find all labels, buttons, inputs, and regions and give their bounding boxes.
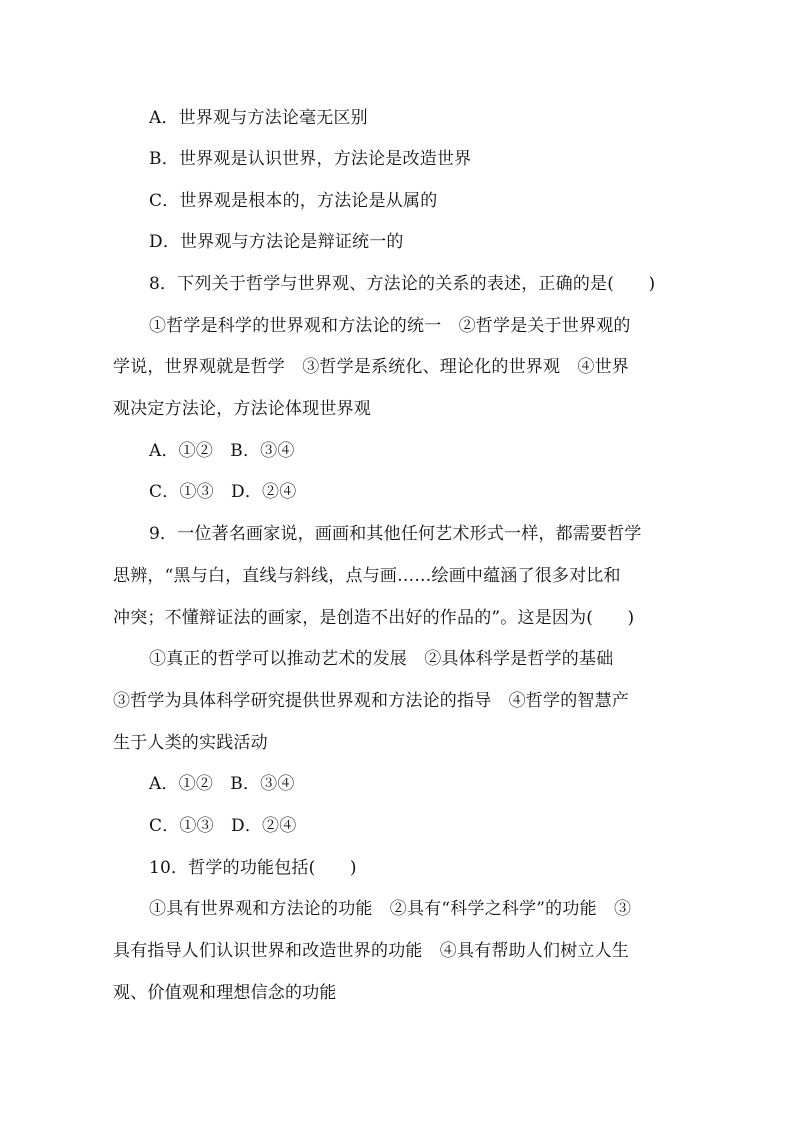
q7-option-c: C．世界观是根本的，方法论是从属的 xyxy=(149,191,438,211)
q9-stem-line-1: 9．一位著名画家说，画画和其他任何艺术形式一样，都需要哲学 xyxy=(149,524,642,544)
q8-statement-line-2: 学说，世界观就是哲学 ③哲学是系统化、理论化的世界观 ④世界 xyxy=(113,357,629,377)
q9-stem-line-2: 思辨，“黑与白，直线与斜线，点与画……绘画中蕴涵了很多对比和 xyxy=(113,566,621,586)
q9-statement-line-3: 生于人类的实践活动 xyxy=(113,733,268,753)
q10-statement-line-3: 观、价值观和理想信念的功能 xyxy=(113,983,337,1003)
q8-options-cd: C．①③ D．②④ xyxy=(149,482,297,502)
q10-statement-line-1: ①具有世界观和方法论的功能 ②具有“科学之科学”的功能 ③ xyxy=(149,899,632,919)
q7-option-d: D．世界观与方法论是辩证统一的 xyxy=(149,232,404,252)
q7-option-a: A．世界观与方法论毫无区别 xyxy=(149,108,368,128)
q9-statement-line-2: ③哲学为具体科学研究提供世界观和方法论的指导 ④哲学的智慧产 xyxy=(113,691,629,711)
q9-options-cd: C．①③ D．②④ xyxy=(149,816,297,836)
q7-option-b: B．世界观是认识世界，方法论是改造世界 xyxy=(149,149,472,169)
q10-statement-line-2: 具有指导人们认识世界和改造世界的功能 ④具有帮助人们树立人生 xyxy=(113,941,629,961)
q8-statement-line-1: ①哲学是科学的世界观和方法论的统一 ②哲学是关于世界观的 xyxy=(149,316,631,336)
q9-stem-line-3: 冲突；不懂辩证法的画家，是创造不出好的作品的”。这是因为( ) xyxy=(113,608,635,628)
q8-statement-line-3: 观决定方法论，方法论体现世界观 xyxy=(113,399,371,419)
q8-stem: 8．下列关于哲学与世界观、方法论的关系的表述，正确的是( ) xyxy=(149,274,656,294)
q9-statement-line-1: ①真正的哲学可以推动艺术的发展 ②具体科学是哲学的基础 xyxy=(149,649,614,669)
q10-stem: 10．哲学的功能包括( ) xyxy=(149,858,357,878)
q8-options-ab: A．①② B．③④ xyxy=(149,441,295,461)
q9-options-ab: A．①② B．③④ xyxy=(149,774,295,794)
